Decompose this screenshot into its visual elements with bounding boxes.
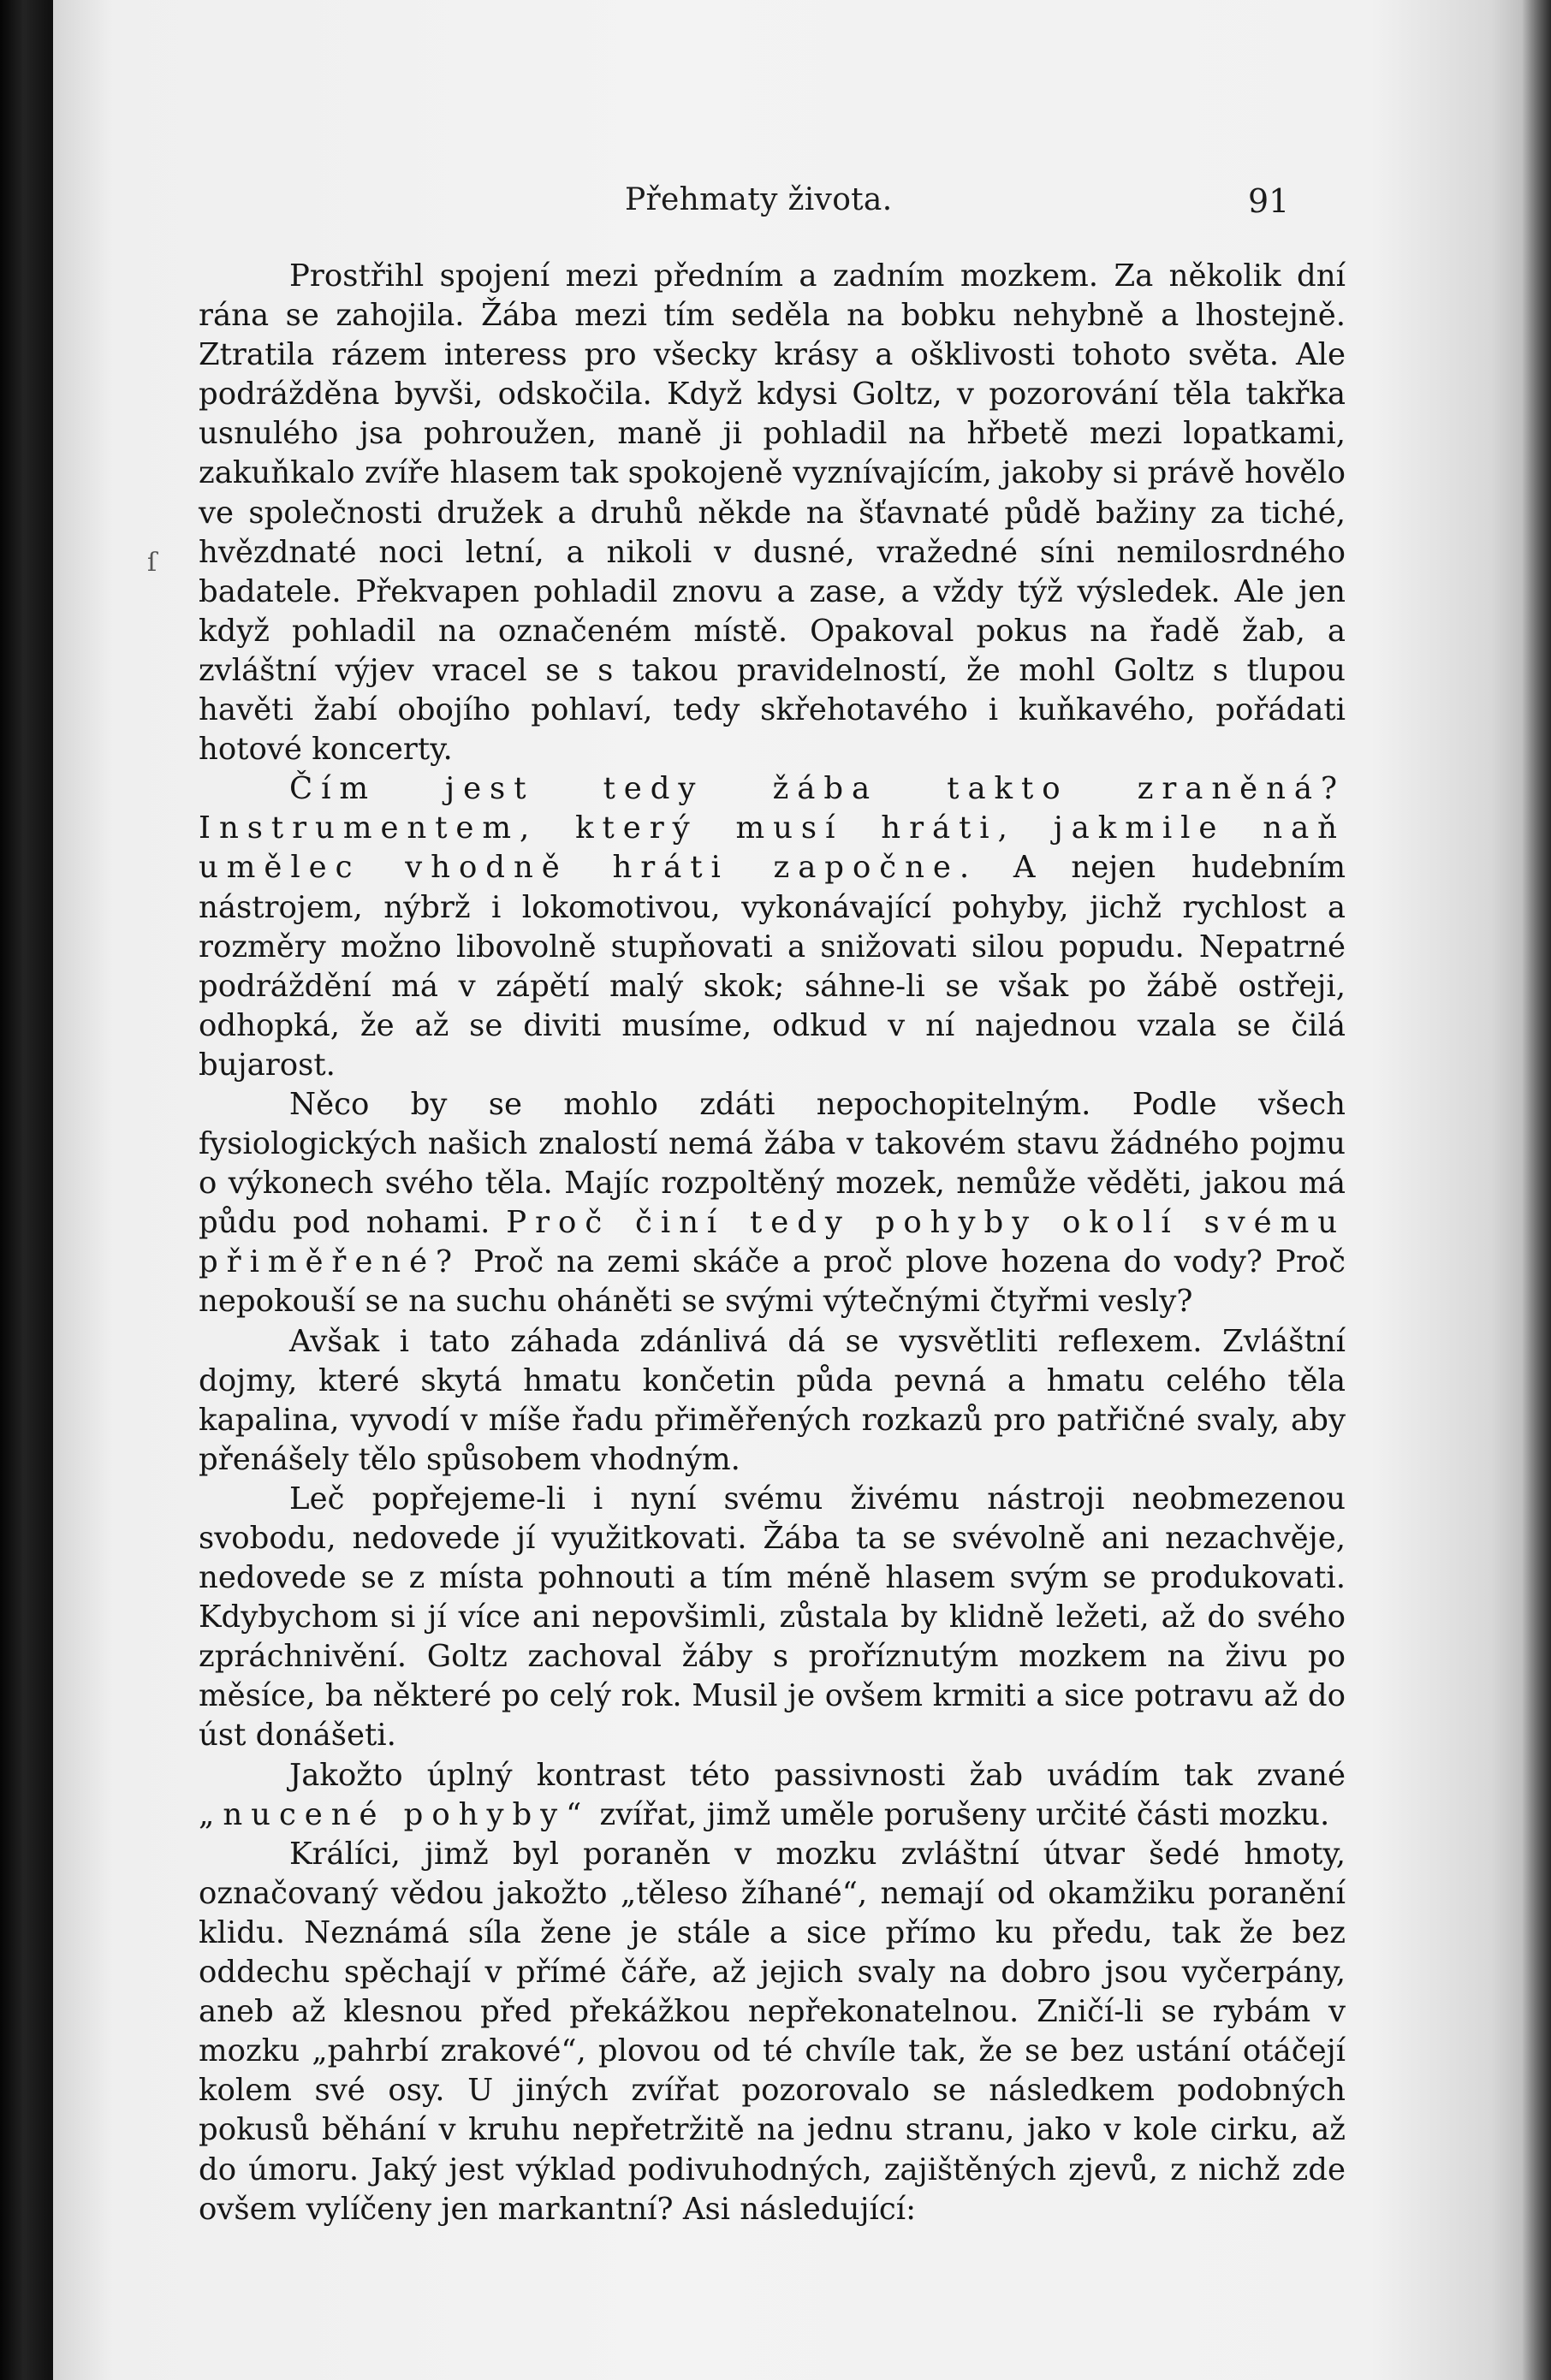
paragraph-7 xyxy=(199,1835,1346,2229)
scan-right-shadow xyxy=(1522,0,1551,2380)
body-text xyxy=(199,257,1346,2229)
paragraph-1 xyxy=(199,257,1346,769)
paragraph-text: Avšak i tato záhada zdánlivá dá se vysvětliti reflexem. Zvláštní dojmy, které skytá hmatu končetin půda pevná a hmatu celého těla kapalina, vyvodí v míše řadu přiměřených rozkazů pro patřičné svaly, aby přenášely tělo spůsobem vhodným. xyxy=(199,1323,1346,1477)
paragraph-2 xyxy=(199,769,1346,1085)
running-title: Přehmaty života. xyxy=(625,182,893,217)
paragraph-text: Něco by se mohlo zdáti nepochopitelným. Podle všech fysiologických našich znalostí nemá žába v takovém stavu žádného pojmu o výkonech svého těla. Majíc rozpoltěný mozek, nemůže věděti, jakou má půdu pod nohami. xyxy=(199,1086,1346,1241)
paragraph-text: Leč popřejeme-li i nyní svému živému nástroji neobmezenou svobodu, nedovede jí využitkovati. Žába ta se svévolně ani nezachvěje, nedovede se z místa pohnouti a tím méně hlasem svým se produkovati. Kdybychom si jí více ani nepovšimli, zůstala by klidně ležeti, až do svého zpráchnivění. Goltz zachoval žáby s proříznutým mozkem na živu po měsíce, ba některé po celý rok. Musil je ovšem krmiti a sice potravu až do úst donášeti. xyxy=(199,1481,1346,1754)
scan-left-border xyxy=(0,0,53,2380)
spaced-emphasis: Proč činí tedy pohyby okolí svému přiměřené? xyxy=(199,1205,1346,1280)
paragraph-6 xyxy=(199,1756,1346,1835)
spaced-emphasis: Čím jest tedy žába takto zraněná? Instrumentem, který musí hráti, jakmile naň umělec vhodně hráti započne. xyxy=(199,771,1346,886)
margin-mark: ſ xyxy=(147,548,157,578)
paragraph-text: A nejen hudebním nástrojem, nýbrž i lokomotivou, vykonávající pohyby, jichž rychlost a rozměry možno libovolně stupňovati a snižovati silou popudu. Nepatrné podráždění má v zápětí malý skok; sáhne-li se však po žábě ostřeji, odhopká, že až se diviti musíme, odkud v ní najednou vzala se čilá bujarost. xyxy=(199,850,1346,1083)
paragraph-4 xyxy=(199,1322,1346,1480)
paragraph-text: Proč na zemi skáče a proč plove hozena do vody? Proč nepokouší se na suchu oháněti se svými výtečnými čtyřmi vesly? xyxy=(199,1244,1346,1320)
page-header xyxy=(53,175,1551,227)
paragraph-text: Jakožto úplný kontrast této passivnosti žab uvádím tak zvané xyxy=(289,1757,1346,1793)
book-page xyxy=(53,0,1551,2380)
spaced-emphasis: „nucené pohyby“ xyxy=(199,1796,591,1832)
paragraph-text: Králíci, jimž byl poraněn v mozku zvláštní útvar šedé hmoty, označovaný vědou jakožto „těleso žíhané“, nemají od okamžiku poranění klidu. Neznámá síla žene je stále a sice přímo ku předu, tak že bez oddechu spěchají v přímé čáře, až jejich svaly na dobro jsou vyčerpány, aneb až klesnou před překážkou nepřekonatelnou. Zničí-li se rybám v mozku „pahrbí zrakové“, plovou od té chvíle tak, že se bez ustání otáčejí kolem své osy. U jiných zvířat pozorovalo se následkem podobných pokusů běhání v kruhu nepřetržitě na jednu stranu, jako v kole cirku, až do úmoru. Jaký jest výklad podivuhodných, zajištěných zjevů, z nichž zde ovšem vylíčeny jen markantní? Asi následující: xyxy=(199,1836,1346,2227)
page-number: 91 xyxy=(1248,182,1290,220)
paragraph-3 xyxy=(199,1085,1346,1322)
paragraph-text: zvířat, jimž uměle porušeny určité části mozku. xyxy=(590,1796,1330,1832)
paragraph-5 xyxy=(199,1480,1346,1756)
paragraph-text: Prostřihl spojení mezi předním a zadním mozkem. Za několik dní rána se zahojila. Žába mezi tím seděla na bobku nehybně a lhostejně. Ztratila rázem interess pro všecky krásy a ošklivosti tohoto světa. Ale podrážděna byvši, odskočila. Když kdysi Goltz, v pozorování těla takřka usnulého jsa pohroužen, maně ji pohladil na hřbetě mezi lopatkami, zakuňkalo zvíře hlasem tak spokojeně vyznívajícím, jakoby si právě hovělo ve společnosti družek a druhů někde na šťavnaté půdě bažiny za tiché, hvězdnaté noci letní, a nikoli v dusné, vražedné síni nemilosrdného badatele. Překvapen pohladil znovu a zase, a vždy týž výsledek. Ale jen když pohladil na označeném místě. Opakoval pokus na řadě žab, a zvláštní výjev vracel se s takou pravidelností, že mohl Goltz s tlupou havěti žabí obojího pohlaví, tedy skřehotavého i kuňkavého, pořádati hotové koncerty. xyxy=(199,258,1346,768)
